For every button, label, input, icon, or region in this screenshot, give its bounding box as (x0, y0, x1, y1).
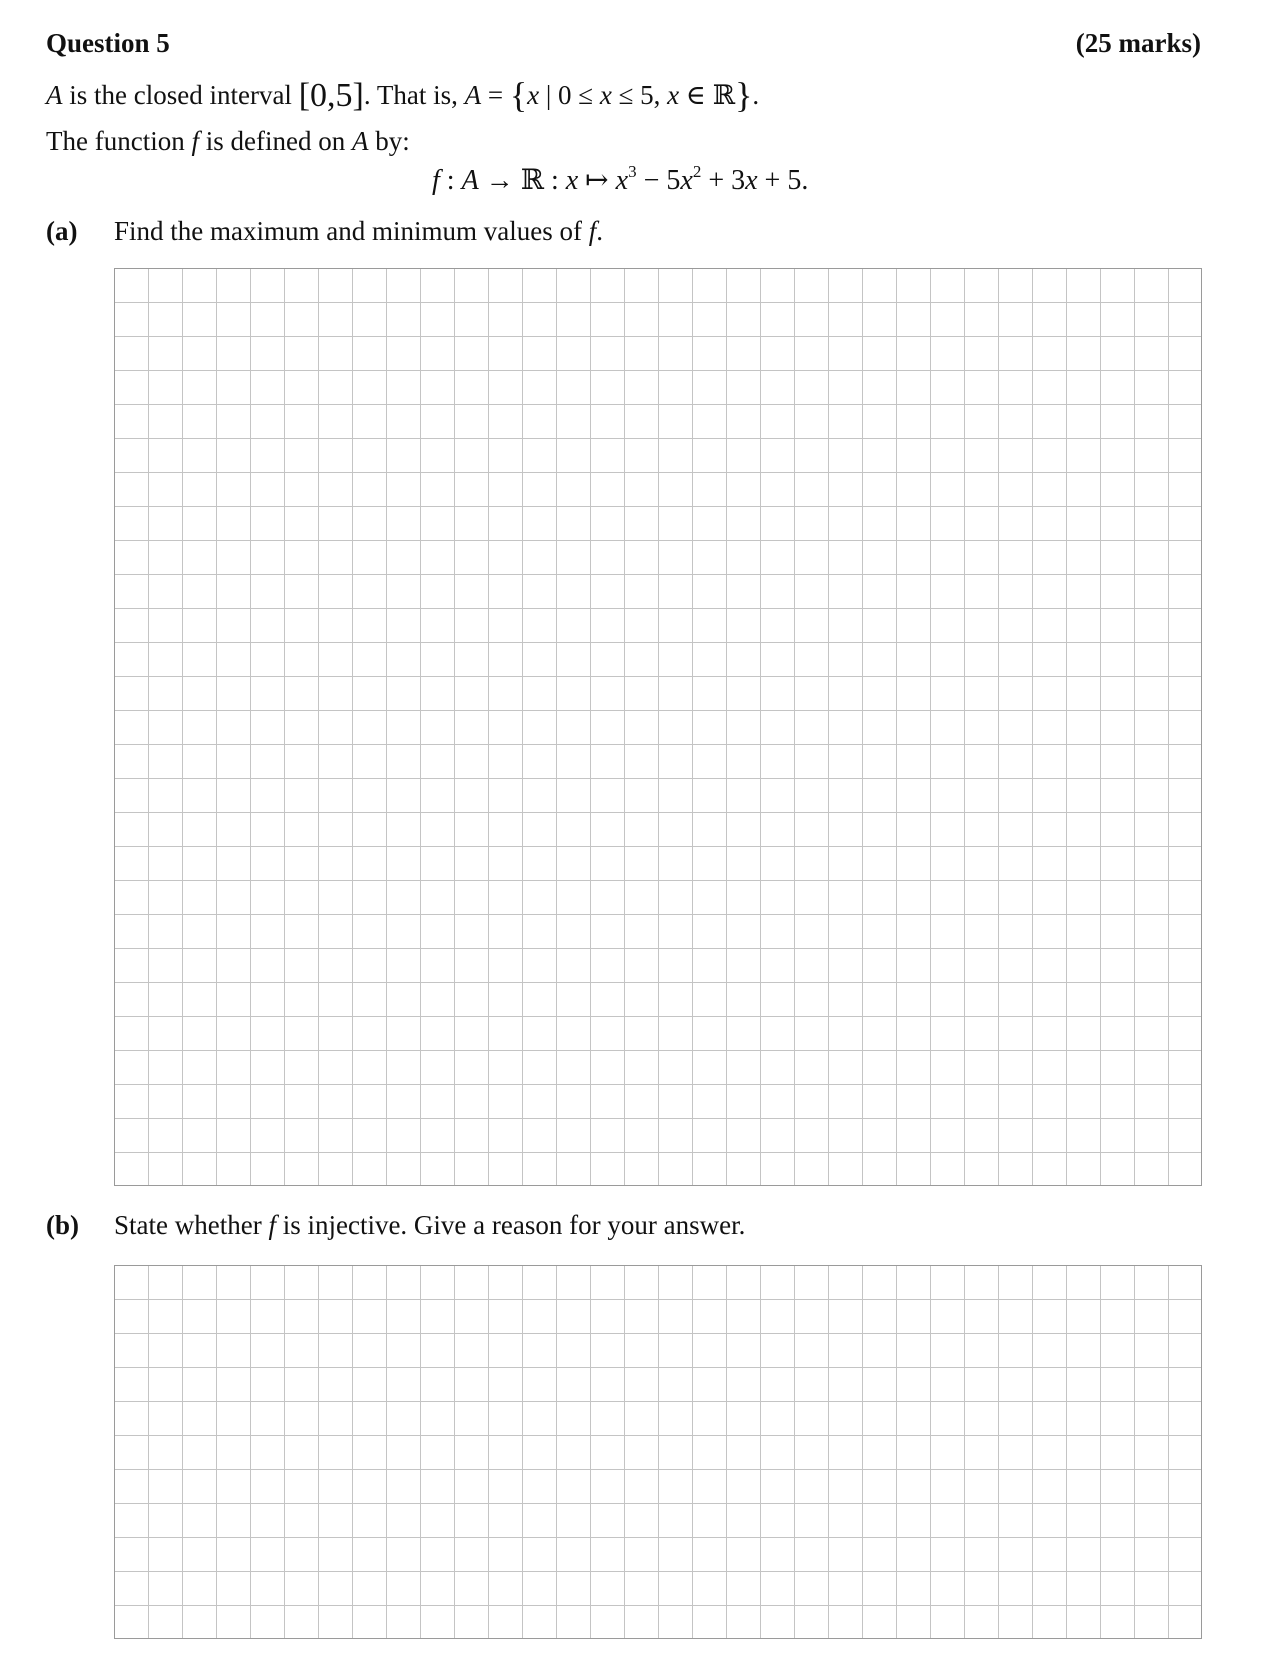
part-b-question: (b) State whether f is injective. Give a reason for your answer. (46, 1206, 745, 1244)
answer-grid-b[interactable] (114, 1265, 1202, 1639)
function-formula: f : A → ℝ : x ↦ $x^3 - 5x^2 + 3x + 5$. (432, 162, 809, 196)
interval-notation: [0,5] (298, 77, 364, 114)
part-a-label: (a) (46, 216, 78, 246)
set-name: A (46, 80, 63, 110)
question-title: Question 5 (46, 28, 170, 58)
function-intro: The function f is defined on A by: (46, 126, 410, 156)
question-marks: (25 marks) (1075, 28, 1201, 58)
interval-definition: A is the closed interval [0,5]. That is, A = {x | 0 ≤ x ≤ 5, x ∈ ℝ}. (46, 75, 760, 115)
part-b-label: (b) (46, 1210, 79, 1240)
part-a-question: (a) Find the maximum and minimum values of f. (46, 212, 603, 250)
answer-grid-a[interactable] (114, 268, 1202, 1186)
